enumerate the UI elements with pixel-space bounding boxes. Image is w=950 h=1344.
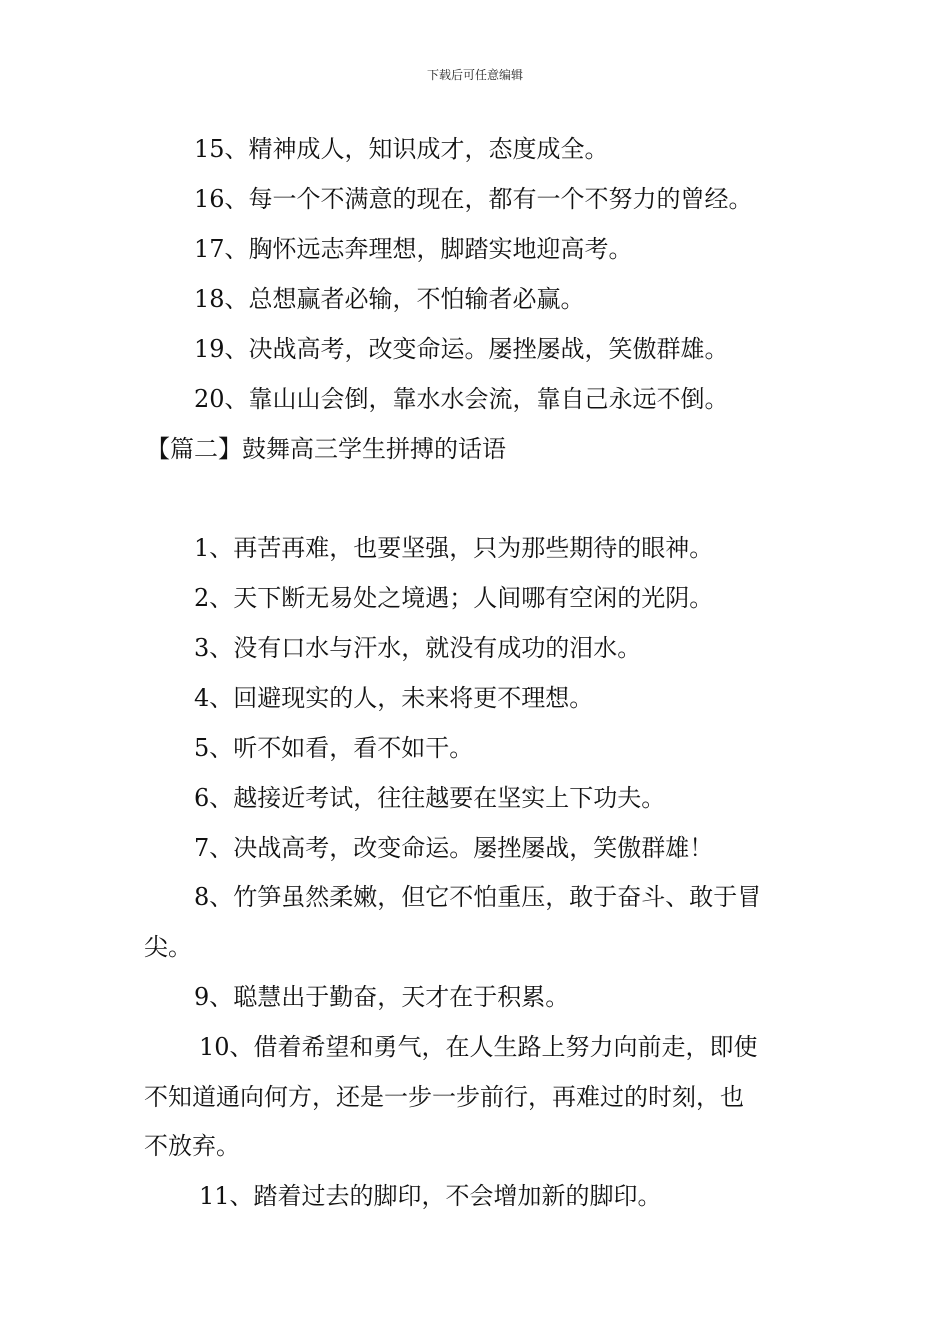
- list-item: 6、越接近考试，往往越要在坚实上下功夫。: [194, 784, 666, 812]
- list-item: 15、精神成人，知识成才，态度成全。: [194, 135, 609, 163]
- page-header: 下载后可任意编辑: [426, 68, 523, 82]
- list-item: 11、踏着过去的脚印，不会增加新的脚印。: [199, 1182, 662, 1210]
- section-heading: 【篇二】鼓舞高三学生拼搏的话语: [146, 435, 506, 463]
- list-item-continuation: 尖。: [144, 933, 192, 961]
- list-item: 7、决战高考，改变命运。屡挫屡战，笑傲群雄！: [194, 834, 714, 862]
- list-item: 9、聪慧出于勤奋，天才在于积累。: [194, 983, 570, 1011]
- list-item: 16、每一个不满意的现在，都有一个不努力的曾经。: [194, 185, 753, 213]
- list-item-continuation: 不知道通向何方，还是一步一步前行，再难过的时刻，也: [144, 1083, 744, 1111]
- list-item: 5、听不如看，看不如干。: [194, 734, 474, 762]
- list-item-continuation: 不放弃。: [144, 1132, 240, 1160]
- list-item: 2、天下断无易处之境遇；人间哪有空闲的光阴。: [194, 584, 714, 612]
- list-item: 3、没有口水与汗水，就没有成功的泪水。: [194, 634, 642, 662]
- list-item: 4、回避现实的人，未来将更不理想。: [194, 684, 594, 712]
- list-item: 8、竹笋虽然柔嫩，但它不怕重压，敢于奋斗、敢于冒: [194, 883, 762, 911]
- list-item: 10、借着希望和勇气，在人生路上努力向前走，即使: [199, 1033, 758, 1061]
- list-item: 18、总想赢者必输，不怕输者必赢。: [194, 285, 585, 313]
- list-item: 19、决战高考，改变命运。屡挫屡战，笑傲群雄。: [194, 335, 729, 363]
- list-item: 17、胸怀远志奔理想，脚踏实地迎高考。: [194, 235, 633, 263]
- list-item: 20、靠山山会倒，靠水水会流，靠自己永远不倒。: [194, 385, 729, 413]
- list-item: 1、再苦再难，也要坚强，只为那些期待的眼神。: [194, 534, 714, 562]
